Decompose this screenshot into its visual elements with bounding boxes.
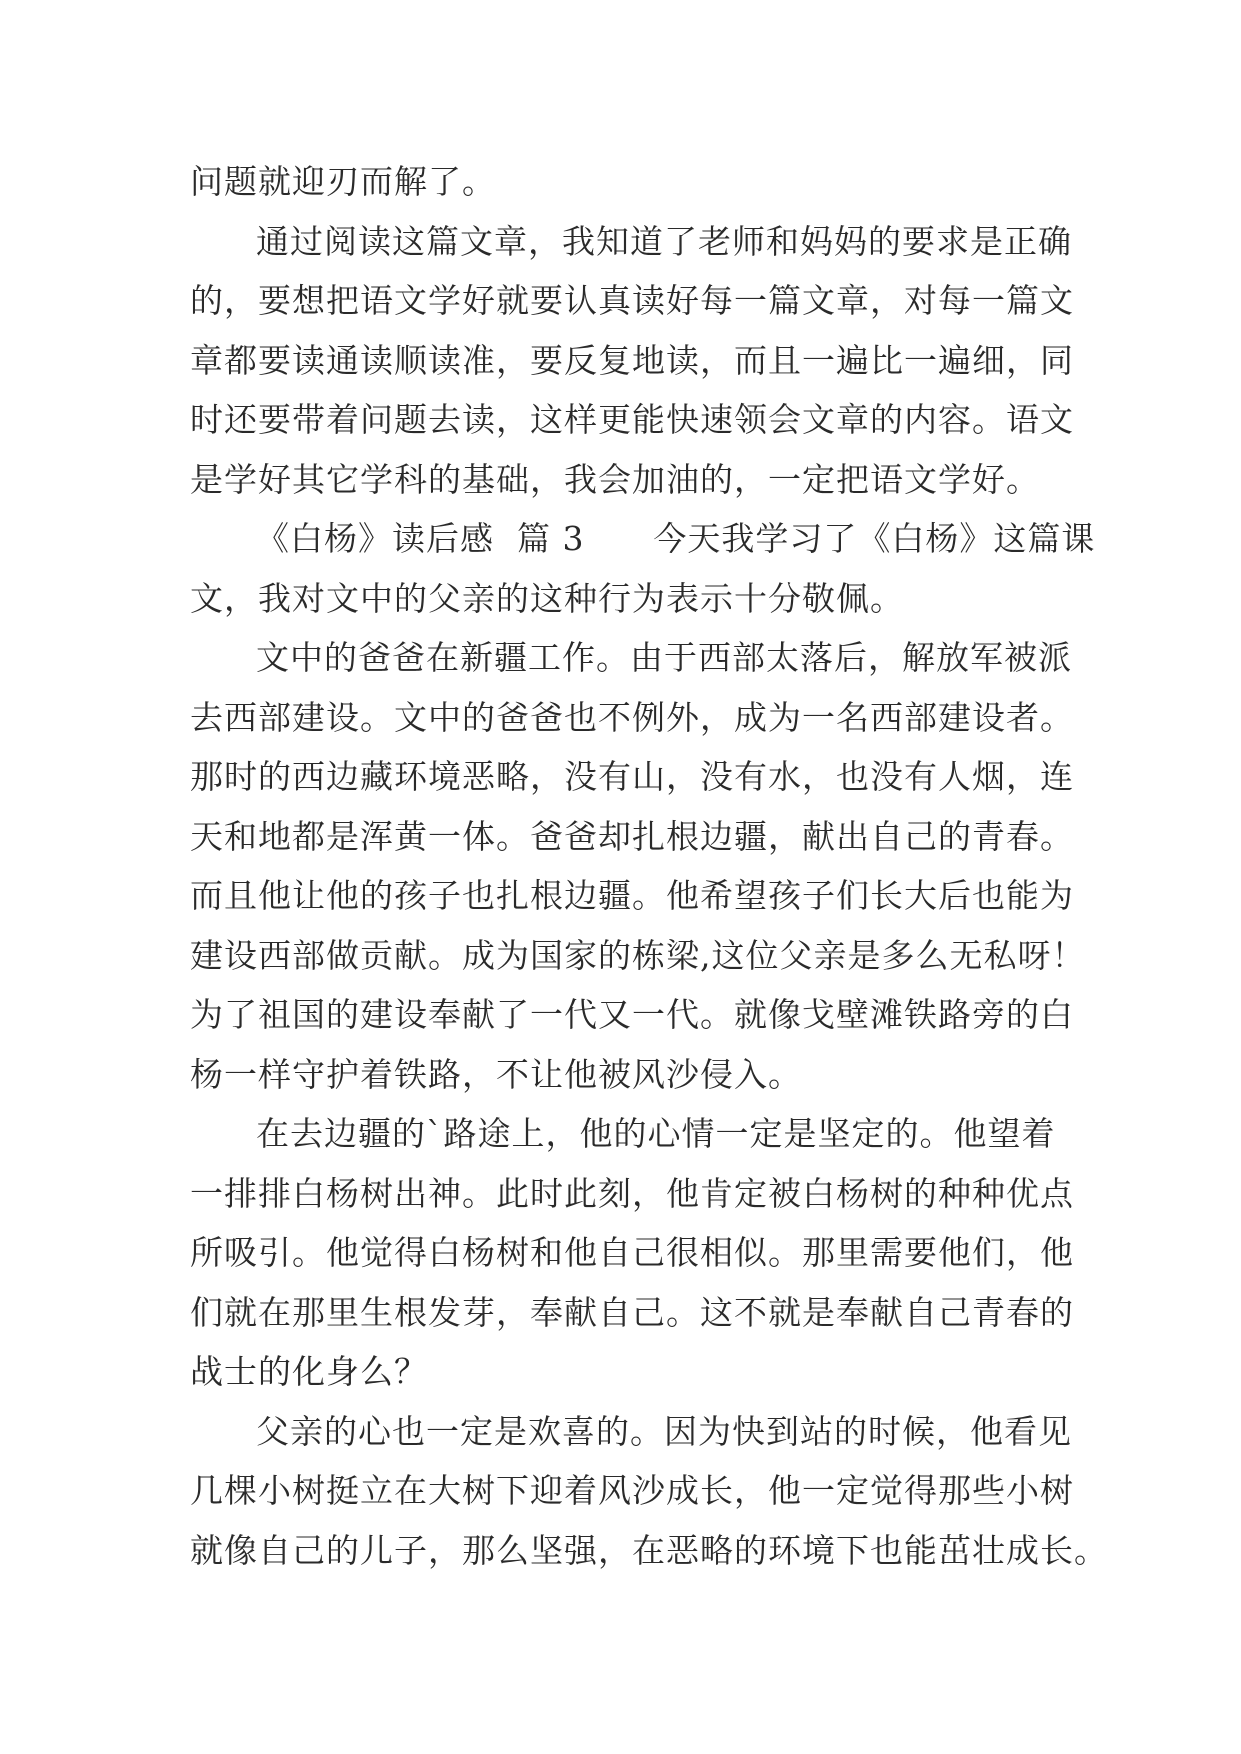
paragraph-start-line: 通过阅读这篇文章，我知道了老师和妈妈的要求是正确	[256, 221, 1072, 261]
text-line: 战士的化身么？	[190, 1352, 428, 1391]
section-heading-line: 《白杨》读后感 篇 3 今天我学习了《白杨》这篇课	[256, 519, 1096, 558]
text-line: 几棵小树挺立在大树下迎着风沙成长，他一定觉得那些小树	[190, 1471, 1074, 1510]
text-line: 天和地都是浑黄一体。爸爸却扎根边疆，献出自己的青春。	[190, 816, 1074, 856]
paragraph-start-line: 在去边疆的`路途上，他的心情一定是坚定的。他望着	[256, 1114, 1056, 1153]
text-line: 那时的西边藏环境恶略，没有山，没有水，也没有人烟，连	[190, 757, 1074, 796]
text-line: 建设西部做贡献。成为国家的栋梁,这位父亲是多么无私呀！	[190, 935, 1086, 975]
body-text	[190, 152, 1108, 1580]
text-line: 的，要想把语文学好就要认真读好每一篇文章，对每一篇文	[190, 281, 1074, 320]
text-line: 章都要读通读顺读准，要反复地读，而且一遍比一遍细，同	[190, 340, 1074, 380]
text-line: 是学好其它学科的基础，我会加油的，一定把语文学好。	[190, 459, 1040, 499]
paragraph-start-line: 文中的爸爸在新疆工作。由于西部太落后，解放军被派	[256, 638, 1072, 677]
text-line: 所吸引。他觉得白杨树和他自己很相似。那里需要他们，他	[190, 1233, 1074, 1272]
text-line: 为了祖国的建设奉献了一代又一代。就像戈壁滩铁路旁的白	[190, 995, 1074, 1034]
text-line: 文，我对文中的父亲的这种行为表示十分敬佩。	[190, 578, 904, 618]
text-line: 而且他让他的孩子也扎根边疆。他希望孩子们长大后也能为	[190, 876, 1074, 915]
text-line: 就像自己的儿子，那么坚强，在恶略的环境下也能茁壮成长。	[190, 1530, 1108, 1570]
text-line: 一排排白杨树出神。此时此刻，他肯定被白杨树的种种优点	[190, 1173, 1074, 1213]
text-line: 们就在那里生根发芽，奉献自己。这不就是奉献自己青春的	[190, 1292, 1074, 1332]
text-line: 去西部建设。文中的爸爸也不例外，成为一名西部建设者。	[190, 697, 1074, 737]
text-line: 时还要带着问题去读，这样更能快速领会文章的内容。语文	[190, 400, 1074, 439]
paragraph-start-line: 父亲的心也一定是欢喜的。因为快到站的时候，他看见	[256, 1411, 1072, 1451]
text-line: 杨一样守护着铁路，不让他被风沙侵入。	[190, 1054, 802, 1094]
text-line: 问题就迎刃而解了。	[190, 162, 496, 201]
